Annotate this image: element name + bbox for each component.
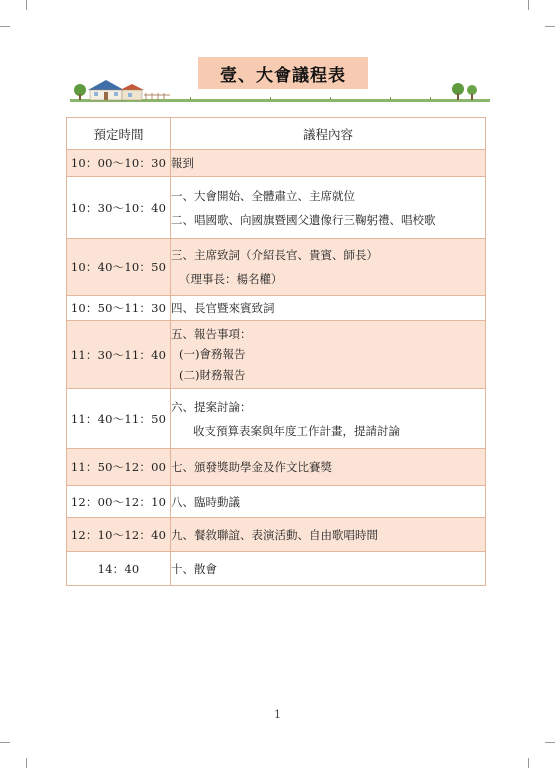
column-header-content: 議程內容 (171, 118, 486, 150)
row-content (171, 552, 486, 586)
table-row (67, 389, 486, 449)
column-header-time: 預定時間 (67, 118, 171, 150)
crop-mark (528, 758, 529, 768)
row-time: 14：40 (67, 552, 171, 586)
row-content-line: (一)會務報告 (179, 346, 246, 361)
row-time: 10：30～10：40 (67, 177, 171, 239)
row-content-line: 收支預算表案與年度工作計畫，提請討論 (193, 423, 400, 438)
row-content-line: 六、提案討論： (171, 399, 252, 414)
table-header-row (67, 118, 486, 150)
row-content (171, 518, 486, 552)
table-row (67, 518, 486, 552)
row-time: 11：50～12：00 (67, 449, 171, 486)
row-content (171, 177, 486, 239)
table-row (67, 239, 486, 296)
fence-icon (144, 93, 170, 100)
row-content-line: （理事長：楊名權） (179, 272, 283, 286)
row-content-line: 八、臨時動議 (171, 494, 240, 509)
crop-mark (0, 26, 10, 27)
row-content (171, 321, 486, 389)
tree-icon (452, 83, 464, 100)
row-content (171, 449, 486, 486)
crop-mark (545, 742, 555, 743)
table-row (67, 321, 486, 389)
row-content-line: (二)財務報告 (179, 367, 246, 382)
table-row (67, 552, 486, 586)
row-content (171, 150, 486, 177)
table-row (67, 449, 486, 486)
row-time: 10：50～11：30 (67, 296, 171, 321)
table-row (67, 486, 486, 518)
crop-mark (528, 0, 529, 10)
row-content-line: 二、唱國歌、向國旗暨國父遺像行三鞠躬禮、唱校歌 (171, 212, 436, 227)
table-row (67, 150, 486, 177)
table-row (67, 296, 486, 321)
table-row (67, 177, 486, 239)
row-time: 12：10～12：40 (67, 518, 171, 552)
row-content-line: 報到 (171, 156, 194, 170)
row-content (171, 239, 486, 296)
crop-mark (26, 758, 27, 768)
agenda-table (66, 117, 486, 586)
row-content-line: 七、頒發獎助學金及作文比賽獎 (171, 460, 332, 474)
crop-mark (26, 0, 27, 10)
house-icon (88, 80, 144, 100)
row-content-line: 一、大會開始、全體肅立、主席就位 (171, 188, 355, 203)
row-content-line: 四、長官暨來賓致詞 (171, 301, 275, 315)
crop-mark (0, 742, 10, 743)
row-time: 11：40～11：50 (67, 389, 171, 449)
row-content (171, 296, 486, 321)
tree-icon (467, 85, 477, 100)
row-time: 10：40～10：50 (67, 239, 171, 296)
crop-mark (545, 26, 555, 27)
row-time: 12：00～12：10 (67, 486, 171, 518)
row-content-line: 五、報告事項： (171, 326, 252, 341)
page-number: 1 (274, 708, 281, 721)
row-time: 10：00～10：30 (67, 150, 171, 177)
row-time: 11：30～11：40 (67, 321, 171, 389)
tree-icon (74, 84, 86, 100)
page-title: 壹、大會議程表 (198, 57, 368, 89)
row-content-line: 三、主席致詞（介紹長官、貴賓、師長） (171, 248, 378, 262)
row-content (171, 486, 486, 518)
row-content (171, 389, 486, 449)
row-content-line: 九、餐敘聯誼、表演活動、自由歌唱時間 (171, 527, 378, 542)
row-content-line: 十、散會 (171, 561, 217, 576)
